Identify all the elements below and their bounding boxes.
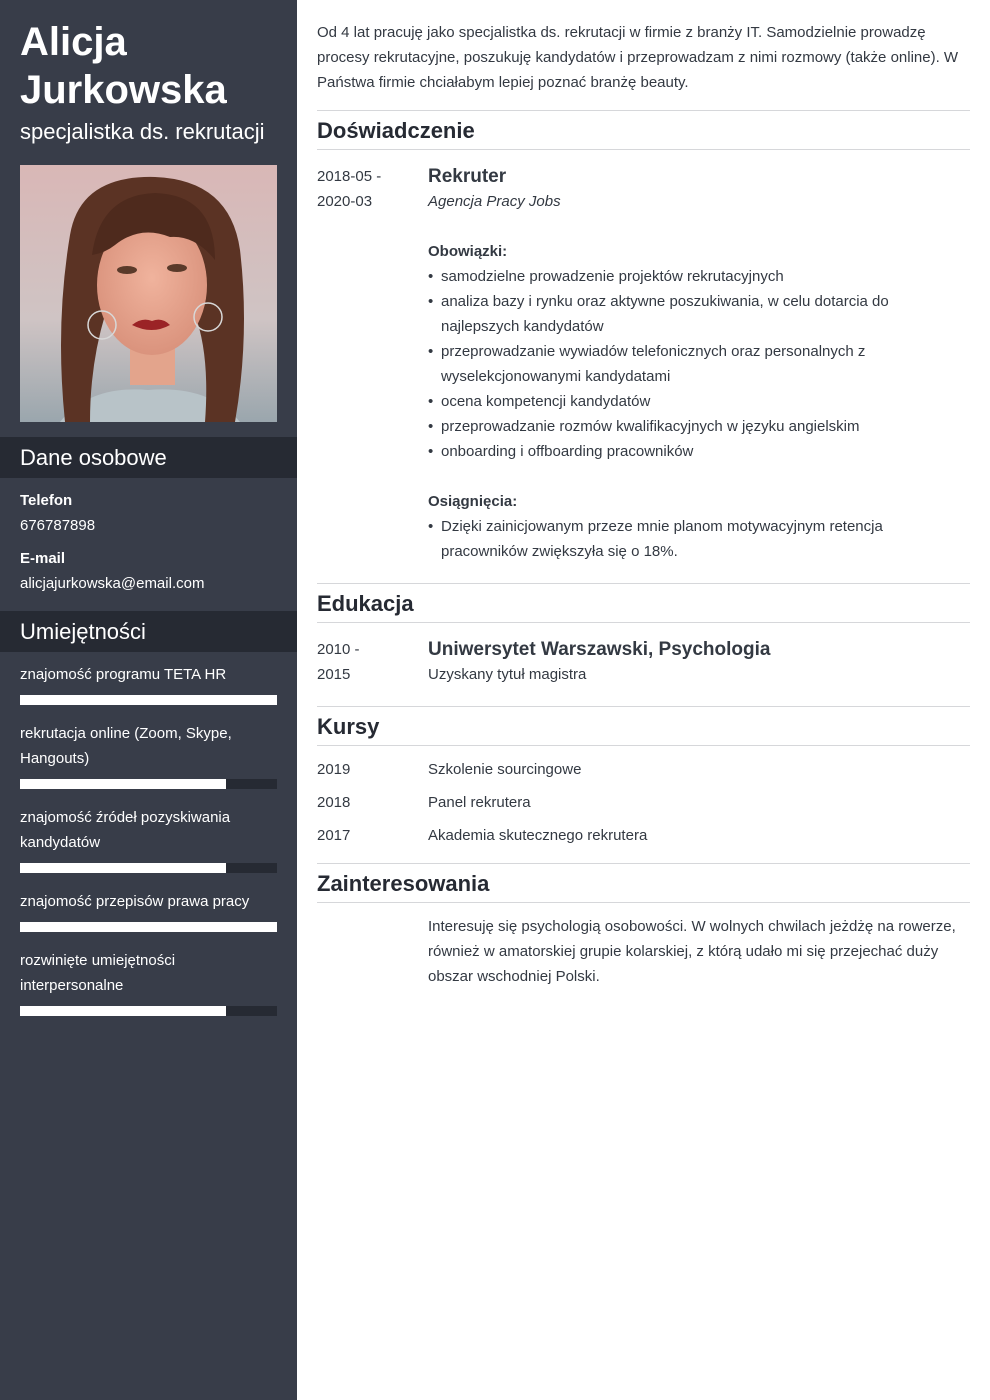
sidebar (0, 0, 297, 1400)
course-name: Szkolenie sourcingowe (428, 761, 582, 778)
company-name: Agencja Pracy Jobs (428, 193, 561, 210)
date-start: 2010 - (317, 641, 360, 658)
education-dates (317, 637, 417, 687)
achievements-list (428, 514, 898, 564)
skill-level-fill (20, 863, 226, 873)
skill-name: znajomość programu TETA HR (20, 666, 227, 683)
interests-heading: Zainteresowania (317, 863, 970, 903)
skill-level-bar (20, 863, 277, 873)
education-entry (428, 637, 970, 687)
first-name: Alicja (20, 20, 127, 64)
date-end: 2015 (317, 666, 351, 683)
skill-level-bar (20, 922, 277, 932)
course-year: 2017 (317, 827, 351, 844)
list-item: • samodzielne prowadzenie projektów rekrutacyjnych (428, 264, 898, 289)
degree: Uzyskany tytuł magistra (428, 666, 587, 683)
email-value: alicjajurkowska@email.com (20, 575, 205, 592)
course-name: Panel rekrutera (428, 794, 531, 811)
list-item: • przeprowadzanie rozmów kwalifikacyjnych w języku angielskim (428, 414, 898, 439)
course-year: 2018 (317, 794, 351, 811)
skill-level-bar (20, 695, 277, 705)
skill-level-fill (20, 779, 226, 789)
skills-heading: Umiejętności (0, 611, 297, 652)
list-item: • Dzięki zainicjowanym przeze mnie planom motywacyjnym retencja pracowników zwiększyła się o 18%. (428, 514, 898, 564)
date-start: 2018-05 - (317, 168, 382, 185)
profile-summary: Od 4 lat pracuję jako specjalistka ds. rekrutacji w firmie z branży IT. Samodzielnie prowadzę procesy rekrutacyjne, poszukuję kandydatów i przeprowadzam z nimi rozmowy (także online). W Państwa firmie chciałabym lepiej poznać branżę beauty. (317, 24, 959, 91)
last-name: Jurkowska (20, 68, 227, 112)
school-name: Uniwersytet Warszawski, Psychologia (428, 639, 771, 660)
profile-photo (20, 165, 277, 422)
portrait-image (20, 165, 277, 422)
email-label: E-mail (20, 550, 66, 567)
list-item: • onboarding i offboarding pracowników (428, 439, 898, 464)
education-heading: Edukacja (317, 583, 970, 623)
experience-dates (317, 164, 417, 214)
position-title: Rekruter (428, 166, 507, 187)
list-item: • ocena kompetencji kandydatów (428, 389, 898, 414)
skill-level-bar (20, 779, 277, 789)
phone-value: 676787898 (20, 517, 96, 534)
course-year: 2019 (317, 761, 351, 778)
skill-name: rekrutacja online (Zoom, Skype, Hangouts) (20, 725, 232, 767)
job-title: specjalistka ds. rekrutacji (20, 119, 265, 144)
skill-name: rozwinięte umiejętności interpersonalne (20, 952, 176, 994)
phone-label: Telefon (20, 492, 73, 509)
skill-level-fill (20, 1006, 226, 1016)
skill-name: znajomość źródeł pozyskiwania kandydatów (20, 809, 231, 851)
skill-level-fill (20, 695, 277, 705)
skill-level-bar (20, 1006, 277, 1016)
duties-list (428, 264, 898, 464)
experience-entry (428, 164, 970, 564)
date-end: 2020-03 (317, 193, 373, 210)
list-item: • przeprowadzanie wywiadów telefonicznych oraz personalnych z wyselekcjonowanymi kandydatami (428, 339, 898, 389)
personal-data-heading: Dane osobowe (0, 437, 297, 478)
list-item: • analiza bazy i rynku oraz aktywne poszukiwania, w celu dotarcia do najlepszych kandydatów (428, 289, 898, 339)
skill-name: znajomość przepisów prawa pracy (20, 893, 250, 910)
courses-heading: Kursy (317, 706, 970, 746)
course-name: Akademia skutecznego rekrutera (428, 827, 648, 844)
interests-text: Interesuję się psychologią osobowości. W wolnych chwilach jeżdżę na rowerze, również w amatorskiej grupie kolarskiej, z którą udało mi się przejechać duży obszar wschodniej Polski. (428, 918, 956, 985)
experience-heading: Doświadczenie (317, 110, 970, 150)
candidate-name (20, 18, 290, 114)
skill-level-fill (20, 922, 277, 932)
duties-label: Obowiązki: (428, 243, 508, 260)
achievements-label: Osiągnięcia: (428, 493, 518, 510)
